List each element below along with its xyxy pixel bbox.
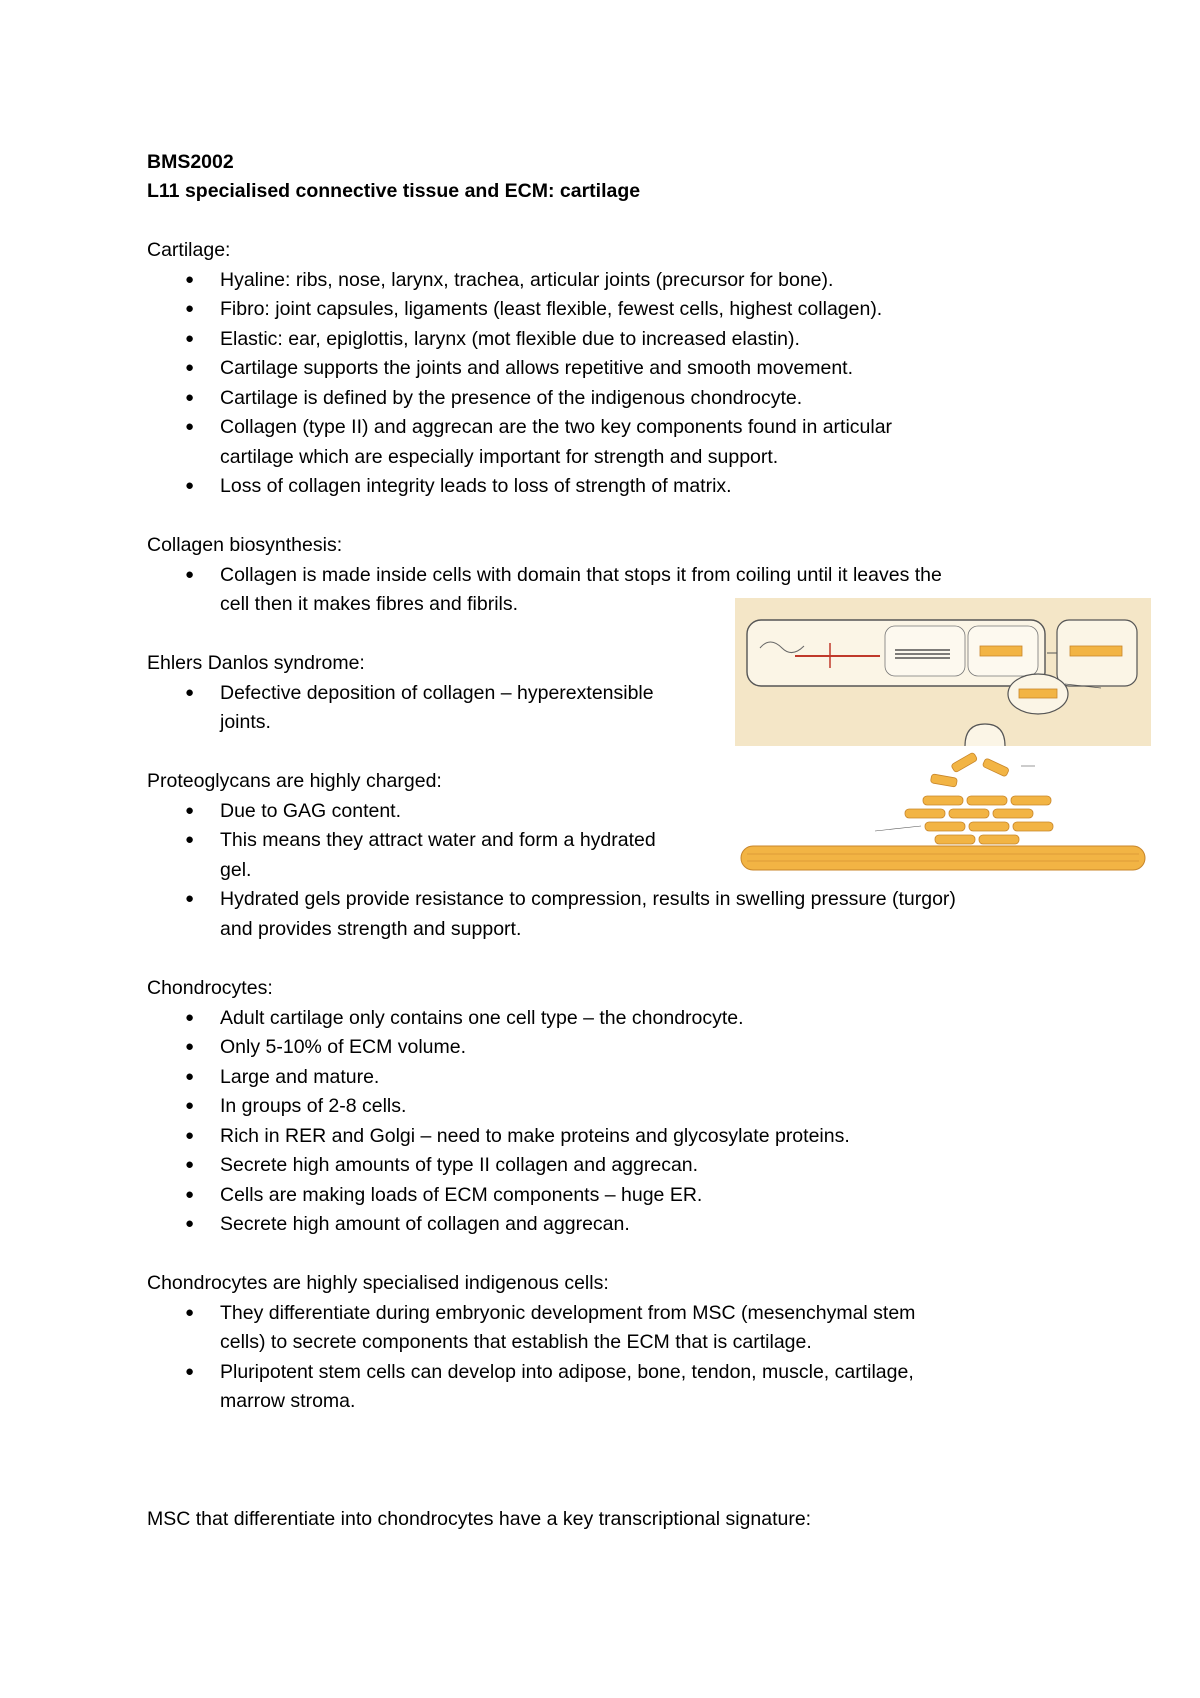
bullet-icon: ●	[185, 389, 195, 406]
list-item: In groups of 2-8 cells.	[220, 1095, 407, 1117]
list-item: Collagen is made inside cells with domain that stops it from coiling until it leaves the	[220, 564, 942, 586]
list-item: Elastic: ear, epiglottis, larynx (mot flexible due to increased elastin).	[220, 328, 800, 350]
bullet-icon: ●	[185, 1038, 195, 1055]
list-item: Hyaline: ribs, nose, larynx, trachea, articular joints (precursor for bone).	[220, 269, 834, 291]
bullet-icon: ●	[185, 566, 195, 583]
list-item-continuation: joints.	[220, 711, 271, 733]
bullet-icon: ●	[185, 1156, 195, 1173]
section-heading-chondrocytes: Chondrocytes:	[147, 977, 273, 999]
bullet-icon: ●	[185, 271, 195, 288]
list-item-continuation: cells) to secrete components that establish the ECM that is cartilage.	[220, 1331, 812, 1353]
bullet-icon: ●	[185, 1363, 195, 1380]
list-item: Secrete high amounts of type II collagen and aggrecan.	[220, 1154, 699, 1176]
bullet-icon: ●	[185, 831, 195, 848]
section-heading-ehlers-danlos: Ehlers Danlos syndrome:	[147, 652, 365, 674]
bullet-icon: ●	[185, 359, 195, 376]
list-item: Adult cartilage only contains one cell type – the chondrocyte.	[220, 1007, 744, 1029]
list-item-continuation: and provides strength and support.	[220, 918, 522, 940]
list-item-continuation: marrow stroma.	[220, 1390, 356, 1412]
list-item: Only 5-10% of ECM volume.	[220, 1036, 467, 1058]
list-item: Fibro: joint capsules, ligaments (least flexible, fewest cells, highest collagen).	[220, 298, 883, 320]
bullet-icon: ●	[185, 802, 195, 819]
bullet-icon: ●	[185, 1186, 195, 1203]
bullet-icon: ●	[185, 477, 195, 494]
bullet-icon: ●	[185, 1304, 195, 1321]
collagen-diagram-illustration	[735, 598, 1151, 873]
list-item-continuation: gel.	[220, 859, 252, 881]
list-item-continuation: cell then it makes fibres and fibrils.	[220, 593, 519, 615]
list-item: Collagen (type II) and aggrecan are the two key components found in articular	[220, 416, 893, 438]
lecture-title: L11 specialised connective tissue and ECM: cartilage	[147, 180, 641, 202]
list-item: Cells are making loads of ECM components – huge ER.	[220, 1184, 703, 1206]
section-heading-proteoglycans: Proteoglycans are highly charged:	[147, 770, 442, 792]
list-item: Pluripotent stem cells can develop into adipose, bone, tendon, muscle, cartilage,	[220, 1361, 914, 1383]
bullet-icon: ●	[185, 890, 195, 907]
bullet-icon: ●	[185, 684, 195, 701]
section-heading-specialised-cells: Chondrocytes are highly specialised indigenous cells:	[147, 1272, 609, 1294]
list-item: Loss of collagen integrity leads to loss of strength of matrix.	[220, 475, 732, 497]
bullet-icon: ●	[185, 1127, 195, 1144]
course-code: BMS2002	[147, 151, 234, 173]
bullet-icon: ●	[185, 1009, 195, 1026]
list-item: Cartilage supports the joints and allows repetitive and smooth movement.	[220, 357, 853, 379]
list-item: Secrete high amount of collagen and aggrecan.	[220, 1213, 630, 1235]
list-item: This means they attract water and form a hydrated	[220, 829, 656, 851]
list-item: Hydrated gels provide resistance to compression, results in swelling pressure (turgor)	[220, 888, 956, 910]
bullet-icon: ●	[185, 1215, 195, 1232]
bullet-icon: ●	[185, 1097, 195, 1114]
bullet-icon: ●	[185, 1068, 195, 1085]
list-item: They differentiate during embryonic development from MSC (mesenchymal stem	[220, 1302, 916, 1324]
list-item: Rich in RER and Golgi – need to make proteins and glycosylate proteins.	[220, 1125, 850, 1147]
bullet-icon: ●	[185, 418, 195, 435]
section-heading-collagen-biosynthesis: Collagen biosynthesis:	[147, 534, 343, 556]
list-item: Cartilage is defined by the presence of the indigenous chondrocyte.	[220, 387, 803, 409]
collagen-biosynthesis-figure	[735, 598, 1151, 873]
list-item: Large and mature.	[220, 1066, 380, 1088]
section-heading-cartilage: Cartilage:	[147, 239, 231, 261]
msc-paragraph: MSC that differentiate into chondrocytes have a key transcriptional signature:	[147, 1508, 812, 1530]
list-item: Defective deposition of collagen – hyperextensible	[220, 682, 654, 704]
bullet-icon: ●	[185, 330, 195, 347]
list-item: Due to GAG content.	[220, 800, 402, 822]
bullet-icon: ●	[185, 300, 195, 317]
list-item-continuation: cartilage which are especially important for strength and support.	[220, 446, 779, 468]
